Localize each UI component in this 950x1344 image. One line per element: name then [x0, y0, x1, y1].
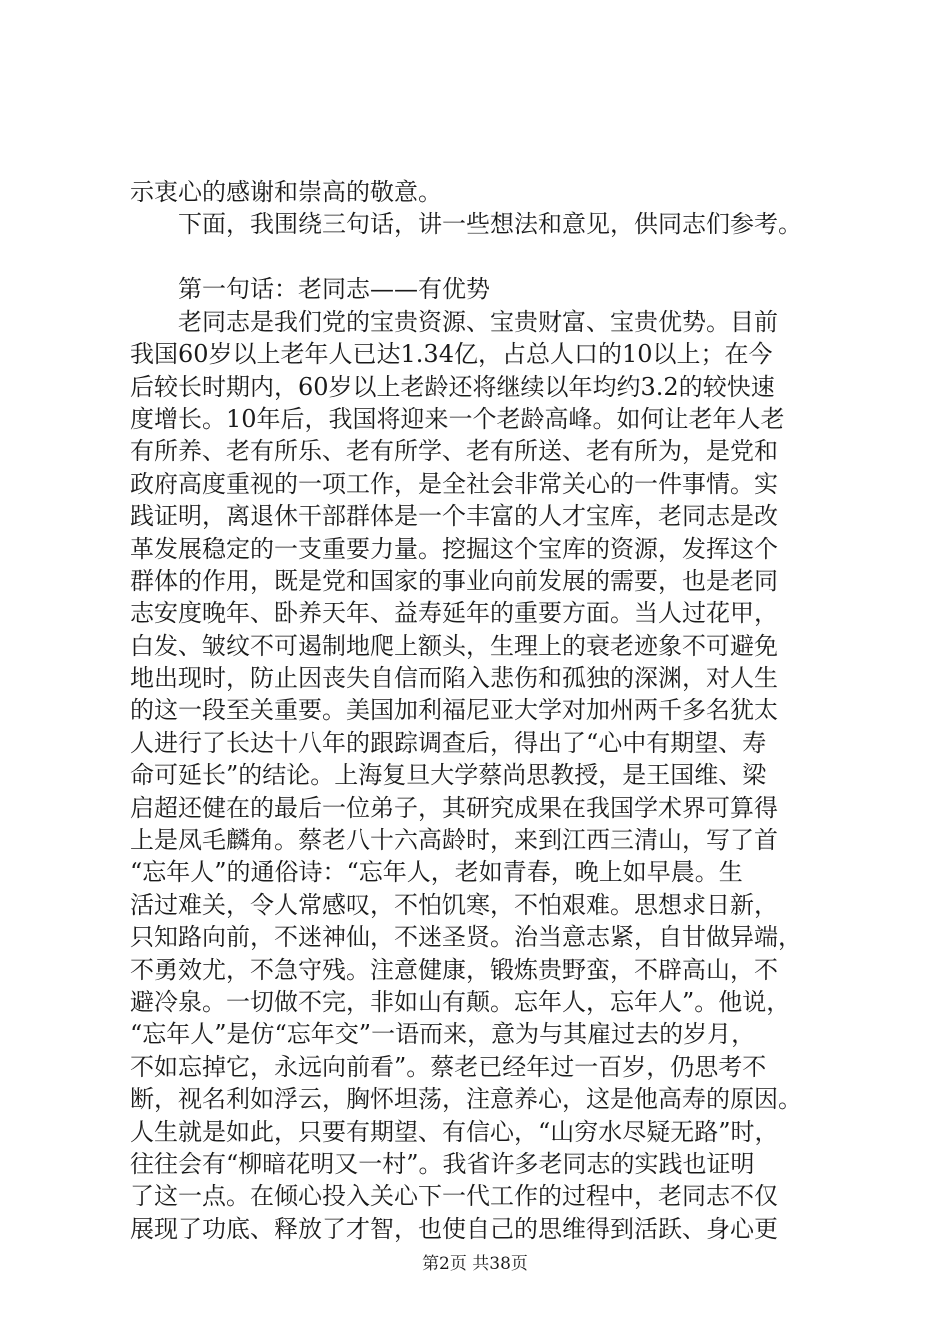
text-line: 地出现时，防止因丧失自信而陷入悲伤和孤独的深渊，对人生: [130, 664, 778, 693]
text-line: 往往会有“柳暗花明又一村”。我省许多老同志的实践也证明: [130, 1149, 755, 1178]
text-line: 的这一段至关重要。美国加利福尼亚大学对加州两千多名犹太: [130, 696, 778, 725]
text-line: 启超还健在的最后一位弟子，其研究成果在我国学术界可算得: [130, 793, 778, 822]
body-text: [130, 176, 830, 1245]
text-line: 展现了功底、释放了才智，也使自己的思维得到活跃、身心更: [130, 1214, 778, 1243]
text-line: 不如忘掉它，永远向前看”。蔡老已经年过一百岁，仍思考不: [130, 1052, 767, 1081]
text-line: 白发、皱纹不可遏制地爬上额头，生理上的衰老迹象不可避免: [130, 631, 778, 660]
text-line: 断，视名利如浮云，胸怀坦荡，注意养心，这是他高寿的原因。: [130, 1085, 802, 1114]
page-number-label: 第2页 共38页: [422, 1254, 528, 1274]
text-line: 人进行了长达十八年的跟踪调查后，得出了“心中有期望、寿: [130, 728, 767, 757]
text-line: 只知路向前，不迷神仙，不迷圣贤。治当意志紧，自甘做异端，: [130, 923, 802, 952]
text-line: 人生就是如此，只要有期望、有信心，“山穷水尽疑无路”时，: [130, 1117, 779, 1146]
text-line: 示衷心的感谢和崇高的敬意。: [130, 178, 442, 206]
text-line: 避冷泉。一切做不完，非如山有颠。忘年人，忘年人”。他说，: [130, 987, 791, 1016]
paragraph-intro: 下面，我围绕三句话，讲一些想法和意见，供同志们参考。: [178, 210, 802, 239]
text-line: 政府高度重视的一项工作，是全社会非常关心的一件事情。实: [130, 469, 778, 498]
text-line: 老同志是我们党的宝贵资源、宝贵财富、宝贵优势。目前: [178, 307, 778, 336]
text-line: “忘年人”是仿“忘年交”一语而来，意为与其雇过去的岁月，: [130, 1020, 756, 1049]
text-line: 践证明，离退休干部群体是一个丰富的人才宝库，老同志是改: [130, 502, 778, 531]
paragraph-gap: [130, 241, 830, 274]
text-line: 度增长。10年后，我国将迎来一个老龄高峰。如何让老年人老: [130, 404, 785, 433]
text-line: 活过难关，令人常感叹，不怕饥寒，不怕艰难。思想求日新，: [130, 890, 778, 919]
text-line: 上是凤毛麟角。蔡老八十六高龄时，来到江西三清山，写了首: [130, 826, 778, 855]
text-line: 了这一点。在倾心投入关心下一代工作的过程中，老同志不仅: [130, 1182, 778, 1211]
text-line: 我国60岁以上老年人已达1.34亿，占总人口的10以上；在今: [130, 340, 773, 369]
text-line: “忘年人”的通俗诗：“忘年人，老如青春，晚上如早晨。生: [130, 858, 743, 887]
text-line: 有所养、老有所乐、老有所学、老有所送、老有所为，是党和: [130, 437, 778, 466]
text-line: 后较长时期内，60岁以上老龄还将继续以年均约3.2的较快速: [130, 372, 775, 401]
section-heading: 第一句话：老同志——有优势: [178, 275, 490, 304]
page-footer: [0, 1249, 950, 1274]
text-line: 不勇效尤，不急守残。注意健康，锻炼贵野蛮，不辟高山，不: [130, 955, 778, 984]
text-line: 群体的作用，既是党和国家的事业向前发展的需要，也是老同: [130, 566, 778, 595]
text-line: 志安度晚年、卧养天年、益寿延年的重要方面。当人过花甲，: [130, 599, 778, 628]
text-line: 革发展稳定的一支重要力量。挖掘这个宝库的资源，发挥这个: [130, 534, 778, 563]
text-line: 命可延长”的结论。上海复旦大学蔡尚思教授，是王国维、梁: [130, 761, 767, 790]
